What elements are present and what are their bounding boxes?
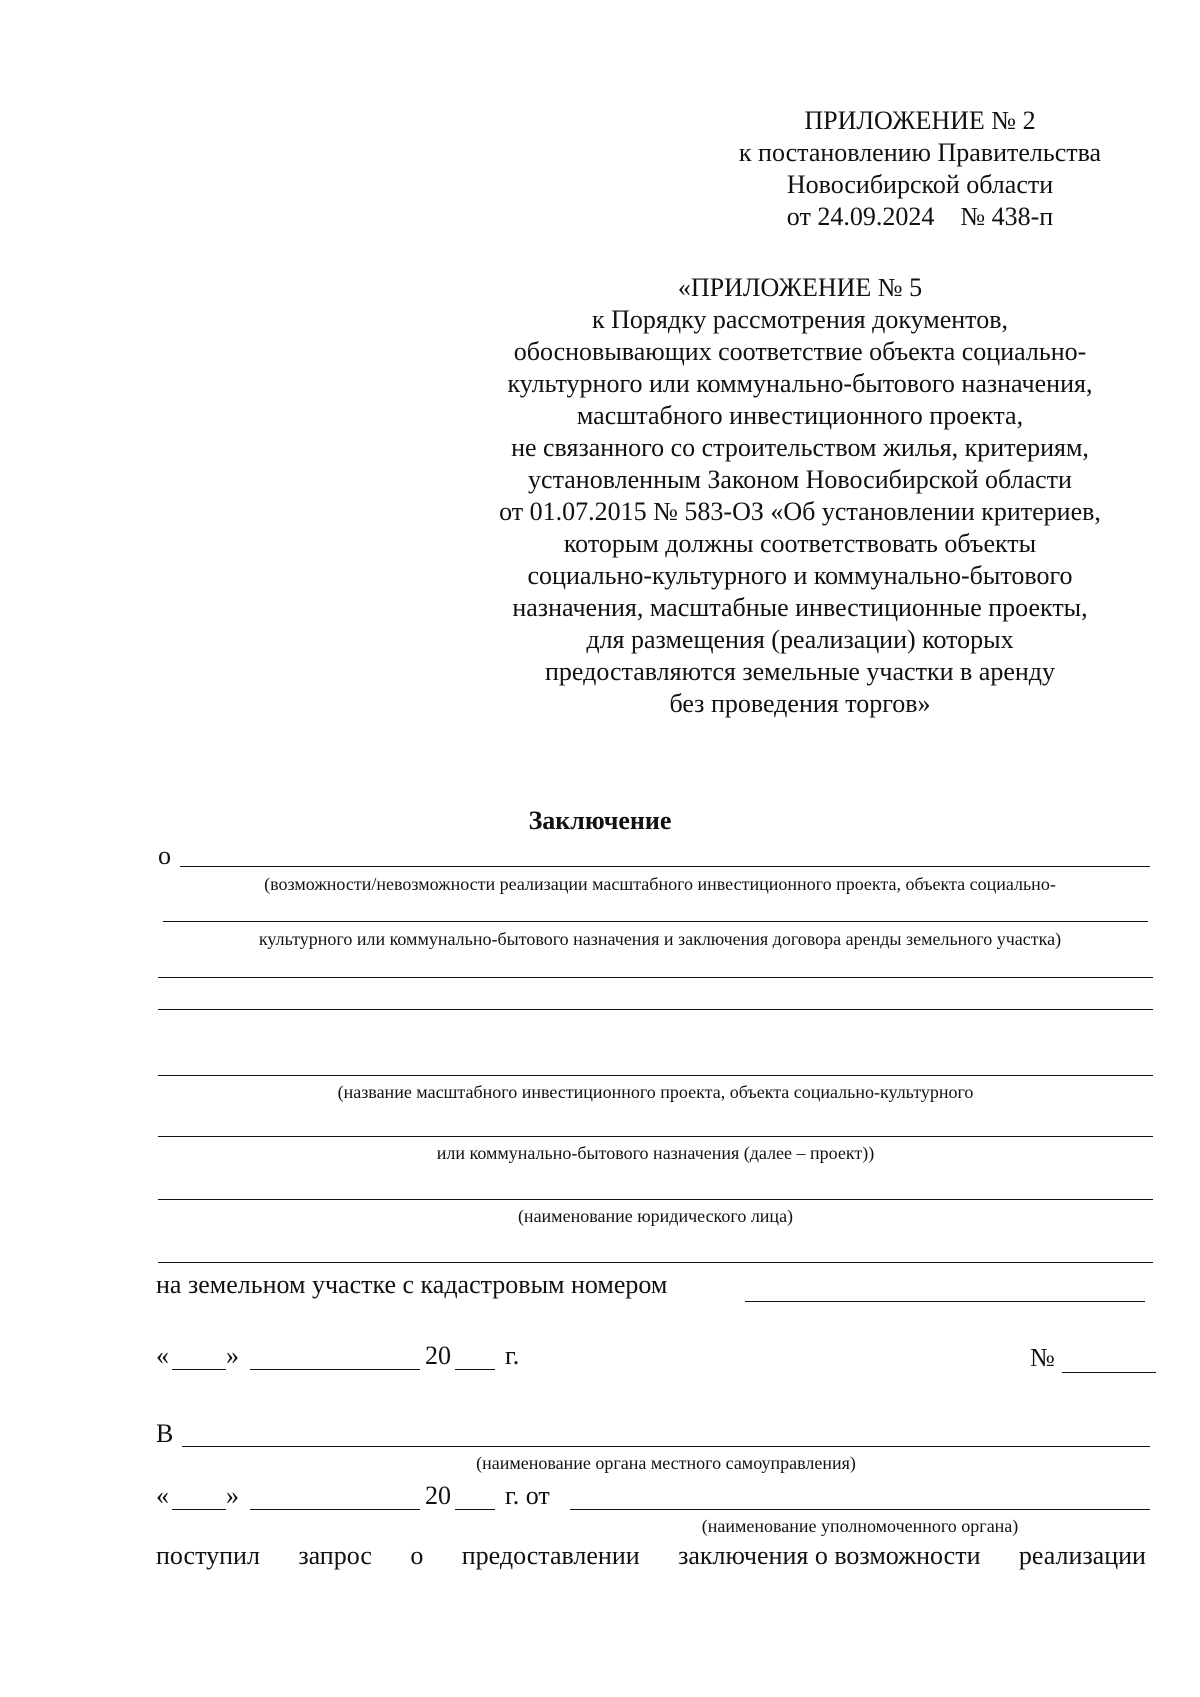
prefix-o: о — [158, 841, 171, 870]
fill-line-project-2[interactable] — [158, 1136, 1153, 1137]
fill-line-project-1[interactable] — [158, 1075, 1153, 1076]
day-field[interactable] — [172, 1509, 226, 1510]
fill-line-possibility-2[interactable] — [163, 921, 1148, 922]
cadastral-number-field[interactable] — [745, 1301, 1145, 1302]
header-line: масштабного инвестиционного проекта, — [576, 401, 1024, 430]
paragraph-word: предоставлении — [461, 1541, 640, 1570]
header-line: от 24.09.2024 № 438-п — [786, 202, 1054, 231]
header-line: предоставляются земельные участки в аренду — [545, 657, 1055, 686]
date-close-quote: » — [226, 1481, 239, 1510]
date-close-quote: » — [226, 1341, 239, 1370]
header-line: культурного или коммунально-бытового назначения, — [507, 369, 1093, 398]
local-government-field[interactable] — [182, 1446, 1150, 1447]
header-line: к Порядку рассмотрения документов, — [592, 305, 1008, 334]
form-title: Заключение — [528, 806, 672, 835]
caption-possibility-2: культурного или коммунально-бытового назначения и заключения договора аренды земельного участка) — [258, 929, 1062, 949]
month-field[interactable] — [250, 1369, 420, 1370]
fill-line-possibility[interactable] — [180, 866, 1150, 867]
cadastral-label: на земельном участке с кадастровым номером — [156, 1270, 668, 1299]
caption-legal-entity: (наименование юридического лица) — [517, 1206, 794, 1226]
number-label: № — [1030, 1343, 1055, 1372]
date-open-quote: « — [156, 1481, 169, 1510]
header-line: социально-культурного и коммунально-бытового — [527, 561, 1073, 590]
authorized-organ-field[interactable] — [570, 1509, 1150, 1510]
header-line: которым должны соответствовать объекты — [563, 529, 1037, 558]
appendix-2-header — [700, 105, 1140, 233]
caption-project-2: или коммунально-бытового назначения (далее – проект)) — [436, 1143, 875, 1163]
fill-line-1[interactable] — [158, 977, 1153, 978]
paragraph-word: реализации — [1018, 1541, 1146, 1570]
header-line: без проведения торгов» — [669, 689, 931, 718]
fill-line-2[interactable] — [158, 1009, 1153, 1010]
paragraph-word: запрос — [298, 1541, 372, 1570]
header-line: не связанного со строительством жилья, критериям, — [511, 433, 1089, 462]
caption-project-1: (название масштабного инвестиционного проекта, объекта социально-культурного — [337, 1082, 974, 1102]
header-line: «ПРИЛОЖЕНИЕ № 5 — [677, 273, 923, 302]
year-prefix: 20 — [425, 1341, 451, 1370]
caption-local-government: (наименование органа местного самоуправления) — [476, 1453, 856, 1473]
year-field[interactable] — [455, 1369, 495, 1370]
paragraph-word: о — [410, 1541, 424, 1570]
year-prefix: 20 — [425, 1481, 451, 1510]
request-paragraph-line — [156, 1540, 1146, 1572]
header-line: установленным Законом Новосибирской области — [528, 465, 1072, 494]
header-line: от 01.07.2015 № 583-ОЗ «Об установлении критериев, — [499, 497, 1101, 526]
year-field[interactable] — [455, 1509, 495, 1510]
appendix-5-header — [455, 272, 1145, 720]
header-line: назначения, масштабные инвестиционные проекты, — [512, 593, 1088, 622]
fill-line-legal-entity[interactable] — [158, 1199, 1153, 1200]
number-field[interactable] — [1062, 1372, 1156, 1373]
caption-possibility-1: (возможности/невозможности реализации масштабного инвестиционного проекта, объекта социально- — [264, 874, 1056, 894]
header-line: Новосибирской области — [786, 170, 1054, 199]
header-line: к постановлению Правительства — [738, 138, 1102, 167]
header-line: ПРИЛОЖЕНИЕ № 2 — [804, 106, 1036, 135]
year-suffix: г. — [505, 1341, 520, 1370]
month-field[interactable] — [250, 1509, 420, 1510]
paragraph-word: поступил — [156, 1541, 260, 1570]
year-suffix-from: г. от — [505, 1481, 550, 1510]
date-open-quote: « — [156, 1341, 169, 1370]
day-field[interactable] — [172, 1369, 226, 1370]
fill-line-3[interactable] — [158, 1262, 1153, 1263]
header-line: обосновывающих соответствие объекта социально- — [513, 337, 1087, 366]
caption-authorized-organ: (наименование уполномоченного органа) — [701, 1516, 1019, 1536]
paragraph-word: заключения о возможности — [678, 1541, 981, 1570]
prefix-v: В — [156, 1419, 174, 1448]
header-line: для размещения (реализации) которых — [586, 625, 1014, 654]
